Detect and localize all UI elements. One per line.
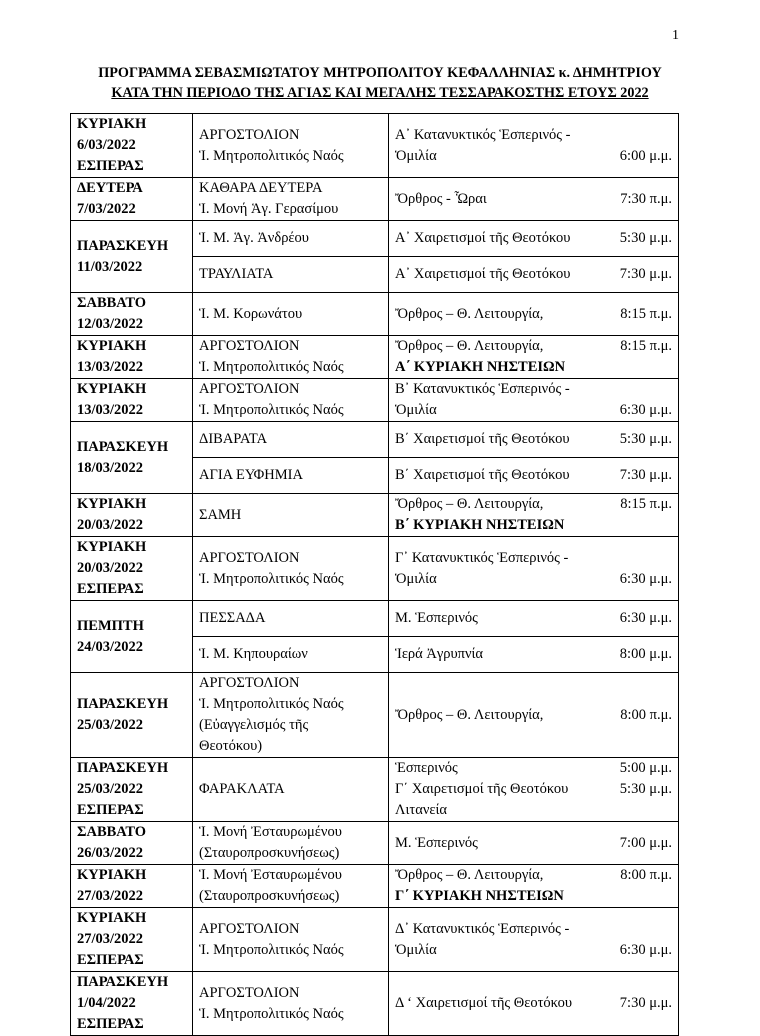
service-text: Ὁμιλία (395, 402, 437, 418)
day-line: ΠΕΜΠΤΗ (77, 617, 144, 634)
place-cell (193, 673, 389, 758)
service-cell (389, 673, 679, 758)
place-line: ΑΡΓΟΣΤΟΛΙΟΝ (199, 549, 300, 566)
service-cell (389, 293, 679, 336)
document-title-line-2-text: ΚΑΤΑ ΤΗΝ ΠΕΡΙΟΔΟ ΤΗΣ ΑΓΙΑΣ ΚΑΙ ΜΕΓΑΛΗΣ ΤΕΣΣΑΡΑΚΟΣΤΗΣ ΕΤΟΥΣ 2022 (111, 85, 649, 101)
place-cell (193, 257, 389, 293)
table-row (71, 537, 679, 601)
service-line (395, 919, 672, 940)
place-line: ΣΑΜΗ (199, 506, 242, 523)
day-cell (71, 336, 193, 379)
service-cell (389, 537, 679, 601)
service-time: 7:00 μ.μ. (619, 834, 672, 851)
day-line: 24/03/2022 (77, 638, 144, 655)
day-line: 26/03/2022 (77, 845, 144, 861)
day-line: 11/03/2022 (77, 258, 143, 275)
service-time: 5:30 μ.μ. (619, 230, 672, 246)
table-row (71, 758, 679, 822)
service-time: 7:30 μ.μ. (619, 266, 672, 282)
place-cell (193, 822, 389, 865)
sunday-title: Γ΄ ΚΥΡΙΑΚΗ ΝΗΣΤΕΙΩΝ (395, 888, 564, 904)
day-line: ΚΥΡΙΑΚΗ (77, 910, 147, 926)
table-row (71, 494, 679, 537)
place-line: ΔΙΒΑΡΑΤΑ (199, 431, 268, 447)
day-line: 13/03/2022 (77, 402, 144, 418)
service-cell (389, 178, 679, 221)
place-line: Ἱ. Μ. Κορωνάτου (199, 305, 303, 322)
place-line: Ἱ. Μητροπολιτικός Ναός (199, 359, 344, 375)
table-row (71, 422, 679, 458)
service-text: Ἑσπερινός (395, 760, 458, 776)
service-text: Ὄρθρος - Ὧραι (395, 190, 487, 207)
table-row (71, 865, 679, 908)
sunday-title: Β΄ ΚΥΡΙΑΚΗ ΝΗΣΤΕΙΩΝ (395, 517, 565, 533)
day-line: ΠΑΡΑΣΚΕΥΗ (77, 974, 169, 990)
service-text: Α᾽ Χαιρετισμοί τῆς Θεοτόκου (395, 230, 571, 246)
day-line: 25/03/2022 (77, 781, 144, 797)
service-cell (389, 822, 679, 865)
service-line (395, 608, 672, 629)
day-line: 20/03/2022 (77, 560, 144, 576)
day-cell (71, 494, 193, 537)
service-text: Δ ‘ Χαιρετισμοί τῆς Θεοτόκου (395, 995, 573, 1011)
day-line: ΣΑΒΒΑΤΟ (77, 295, 147, 311)
service-line (395, 336, 672, 357)
service-time: 8:15 π.μ. (620, 338, 672, 354)
day-line: 25/03/2022 (77, 717, 144, 733)
place-line: Ἱ. Μ. Ἁγ. Ἀνδρέου (199, 230, 309, 246)
place-cell (193, 494, 389, 537)
day-line: 18/03/2022 (77, 459, 144, 476)
service-time: 6:30 μ.μ. (619, 570, 672, 587)
day-line: 27/03/2022 (77, 888, 144, 904)
day-line: 7/03/2022 (77, 201, 136, 217)
day-line: ΠΑΡΑΣΚΕΥΗ (77, 438, 169, 455)
day-line: ΚΥΡΙΑΚΗ (77, 381, 147, 397)
place-cell (193, 908, 389, 972)
place-line: Ἱ. Μητροπολιτικός Ναός (199, 941, 344, 958)
service-time: 7:30 μ.μ. (619, 995, 672, 1011)
service-cell (389, 221, 679, 257)
service-line (395, 569, 672, 590)
service-time: 6:00 μ.μ. (619, 147, 672, 164)
service-time: 5:30 μ.μ. (619, 431, 672, 447)
place-line: ΑΡΓΟΣΤΟΛΙΟΝ (199, 126, 300, 143)
day-line: ΠΑΡΑΣΚΕΥΗ (77, 760, 169, 776)
place-line: Ἱ. Μονή Ἁγ. Γερασίμου (199, 201, 339, 217)
service-line (395, 189, 672, 210)
service-time: 5:00 μ.μ. (619, 760, 672, 776)
service-text: Α᾽ Κατανυκτικός Ἑσπερινός - (395, 126, 571, 143)
place-line: ΚΑΘΑΡΑ ΔΕΥΤΕΡΑ (199, 180, 323, 196)
day-line: 1/04/2022 (77, 995, 136, 1011)
table-row (71, 822, 679, 865)
day-cell (71, 601, 193, 673)
service-cell (389, 865, 679, 908)
table-row (71, 908, 679, 972)
place-cell (193, 178, 389, 221)
day-line: ΚΥΡΙΑΚΗ (77, 539, 147, 555)
table-row (71, 221, 679, 257)
service-cell (389, 908, 679, 972)
service-cell (389, 972, 679, 1036)
service-line (395, 705, 672, 726)
service-text: Ὄρθρος – Θ. Λειτουργία, (395, 496, 544, 512)
service-line (395, 993, 672, 1014)
service-line (395, 429, 672, 450)
service-line (395, 400, 672, 421)
place-cell (193, 422, 389, 458)
table-row (71, 379, 679, 422)
table-row (71, 972, 679, 1036)
place-cell (193, 637, 389, 673)
place-line: ΑΡΓΟΣΤΟΛΙΟΝ (199, 338, 300, 354)
service-line (395, 379, 672, 400)
service-text: Β᾽ Κατανυκτικός Ἑσπερινός - (395, 381, 570, 397)
service-line (395, 304, 672, 325)
place-cell (193, 972, 389, 1036)
place-cell (193, 537, 389, 601)
page-number: 1 (672, 28, 679, 43)
day-cell (71, 972, 193, 1036)
place-cell (193, 865, 389, 908)
day-line: 12/03/2022 (77, 316, 144, 332)
place-line: Ἱ. Μ. Κηπουραίων (199, 646, 308, 662)
day-line: ΚΥΡΙΑΚΗ (77, 496, 147, 512)
service-text: Γ΄ Χαιρετισμοί τῆς Θεοτόκου (395, 781, 569, 797)
service-time: 8:00 π.μ. (620, 867, 672, 883)
day-cell (71, 822, 193, 865)
table-row (71, 673, 679, 758)
service-text: Δ᾽ Κατανυκτικός Ἑσπερινός - (395, 920, 570, 937)
place-line: (Σταυροπροσκυνήσεως) (199, 845, 340, 861)
service-text: Γ᾽ Κατανυκτικός Ἑσπερινός - (395, 549, 569, 566)
day-line: ΠΑΡΑΣΚΕΥΗ (77, 696, 169, 712)
day-cell (71, 673, 193, 758)
table-row (71, 336, 679, 379)
service-time: 8:00 μ.μ. (619, 646, 672, 662)
place-line: ΦΑΡΑΚΛΑΤΑ (199, 781, 285, 797)
service-text: Ἱερά Ἀγρυπνία (395, 646, 484, 662)
service-line (395, 644, 672, 665)
service-line (395, 758, 672, 779)
service-text: Ὁμιλία (395, 147, 437, 164)
service-cell (389, 379, 679, 422)
place-line: ΑΡΓΟΣΤΟΛΙΟΝ (199, 381, 300, 397)
place-line: Ἱ. Μονή Ἐσταυρωμένου (199, 824, 342, 840)
service-line (395, 779, 672, 800)
day-line: ΕΣΠΕΡΑΣ (77, 1016, 144, 1032)
place-cell (193, 601, 389, 637)
service-line (395, 494, 672, 515)
day-cell (71, 537, 193, 601)
service-cell (389, 458, 679, 494)
document-title-line-1: ΠΡΟΓΡΑΜΜΑ ΣΕΒΑΣΜΙΩΤΑΤΟΥ ΜΗΤΡΟΠΟΛΙΤΟΥ ΚΕΦΑΛΛΗΝΙΑΣ κ. ΔΗΜΗΤΡΙΟΥ (98, 65, 662, 81)
service-time: 6:30 μ.μ. (619, 610, 672, 626)
day-line: ΕΣΠΕΡΑΣ (77, 158, 144, 174)
service-cell (389, 422, 679, 458)
service-cell (389, 601, 679, 637)
service-cell (389, 336, 679, 379)
day-line: ΚΥΡΙΑΚΗ (77, 116, 147, 132)
day-line: 13/03/2022 (77, 359, 144, 375)
place-line: ΑΡΓΟΣΤΟΛΙΟΝ (199, 984, 300, 1001)
service-text: Λιτανεία (395, 802, 447, 818)
service-line (395, 800, 672, 821)
service-line (395, 465, 672, 486)
day-line: ΣΑΒΒΑΤΟ (77, 824, 147, 840)
service-cell (389, 257, 679, 293)
place-line: Ἱ. Μητροπολιτικός Ναός (199, 570, 344, 587)
service-time: 8:15 π.μ. (620, 496, 672, 512)
day-line: ΚΥΡΙΑΚΗ (77, 867, 147, 883)
service-text: Ὁμιλία (395, 570, 437, 587)
place-line: Ἱ. Μητροπολιτικός Ναός (199, 402, 344, 418)
service-time: 8:00 π.μ. (620, 706, 672, 723)
service-line (395, 548, 672, 569)
service-text: Ὄρθρος – Θ. Λειτουργία, (395, 338, 544, 354)
service-line (395, 264, 672, 285)
day-cell (71, 178, 193, 221)
service-line (395, 865, 672, 886)
day-line: ΚΥΡΙΑΚΗ (77, 338, 147, 354)
place-line: Ἱ. Μητροπολιτικός Ναός (199, 1005, 344, 1022)
schedule-body (71, 114, 679, 1036)
service-text: Ὄρθρος – Θ. Λειτουργία, (395, 305, 544, 322)
sunday-title: Α΄ ΚΥΡΙΑΚΗ ΝΗΣΤΕΙΩΝ (395, 359, 566, 375)
place-line: ΑΡΓΟΣΤΟΛΙΟΝ (199, 675, 300, 691)
service-cell (389, 758, 679, 822)
table-row (71, 114, 679, 178)
place-cell (193, 221, 389, 257)
day-line: 27/03/2022 (77, 931, 144, 947)
day-line: ΔΕΥΤΕΡΑ (77, 180, 143, 196)
service-text: Ὄρθρος – Θ. Λειτουργία, (395, 706, 544, 723)
day-line: ΕΣΠΕΡΑΣ (77, 952, 144, 968)
service-text: Ὁμιλία (395, 941, 437, 958)
place-cell (193, 458, 389, 494)
day-cell (71, 422, 193, 494)
service-line (395, 146, 672, 167)
place-line: (Εὐαγγελισμός τῆς (199, 717, 309, 733)
place-line: ΑΡΓΟΣΤΟΛΙΟΝ (199, 920, 300, 937)
place-line: Ἱ. Μητροπολιτικός Ναός (199, 696, 344, 712)
day-line: ΠΑΡΑΣΚΕΥΗ (77, 237, 169, 254)
place-cell (193, 758, 389, 822)
service-text: Α᾽ Χαιρετισμοί τῆς Θεοτόκου (395, 266, 571, 282)
place-line: ΤΡΑΥΛΙΑΤΑ (199, 266, 274, 282)
service-text: Ὄρθρος – Θ. Λειτουργία, (395, 867, 544, 883)
place-line: ΑΓΙΑ ΕΥΦΗΜΙΑ (199, 467, 303, 483)
document-title-line-2 (0, 85, 760, 102)
place-line: ΠΕΣΣΑΔΑ (199, 610, 266, 626)
service-text: Β΄ Χαιρετισμοί τῆς Θεοτόκου (395, 467, 570, 483)
service-time: 6:30 μ.μ. (619, 941, 672, 958)
service-time: 7:30 μ.μ. (619, 467, 672, 483)
service-line (395, 228, 672, 249)
service-line (395, 833, 672, 854)
service-cell (389, 494, 679, 537)
day-cell (71, 908, 193, 972)
service-line (395, 125, 672, 146)
place-cell (193, 114, 389, 178)
service-time: 6:30 μ.μ. (619, 402, 672, 418)
day-line: 6/03/2022 (77, 137, 136, 153)
service-time: 7:30 π.μ. (620, 190, 672, 207)
service-time: 5:30 μ.μ. (619, 781, 672, 797)
service-text: Β΄ Χαιρετισμοί τῆς Θεοτόκου (395, 431, 570, 447)
service-cell (389, 114, 679, 178)
place-cell (193, 379, 389, 422)
table-row (71, 601, 679, 637)
day-cell (71, 865, 193, 908)
schedule-table (70, 113, 679, 1036)
day-cell (71, 293, 193, 336)
day-cell (71, 758, 193, 822)
service-text: Μ. Ἑσπερινός (395, 834, 478, 851)
place-line: (Σταυροπροσκυνήσεως) (199, 888, 340, 904)
service-time: 8:15 π.μ. (620, 305, 672, 322)
table-row (71, 293, 679, 336)
service-line (395, 940, 672, 961)
place-line: Ἱ. Μητροπολιτικός Ναός (199, 147, 344, 164)
table-row (71, 178, 679, 221)
place-cell (193, 293, 389, 336)
day-cell (71, 221, 193, 293)
service-text: Μ. Ἑσπερινός (395, 610, 478, 626)
day-line: ΕΣΠΕΡΑΣ (77, 581, 144, 597)
place-line: Ἱ. Μονή Ἐσταυρωμένου (199, 867, 342, 883)
day-line: 20/03/2022 (77, 517, 144, 533)
place-cell (193, 336, 389, 379)
day-line: ΕΣΠΕΡΑΣ (77, 802, 144, 818)
service-cell (389, 637, 679, 673)
place-line: Θεοτόκου) (199, 738, 263, 754)
day-cell (71, 379, 193, 422)
day-cell (71, 114, 193, 178)
